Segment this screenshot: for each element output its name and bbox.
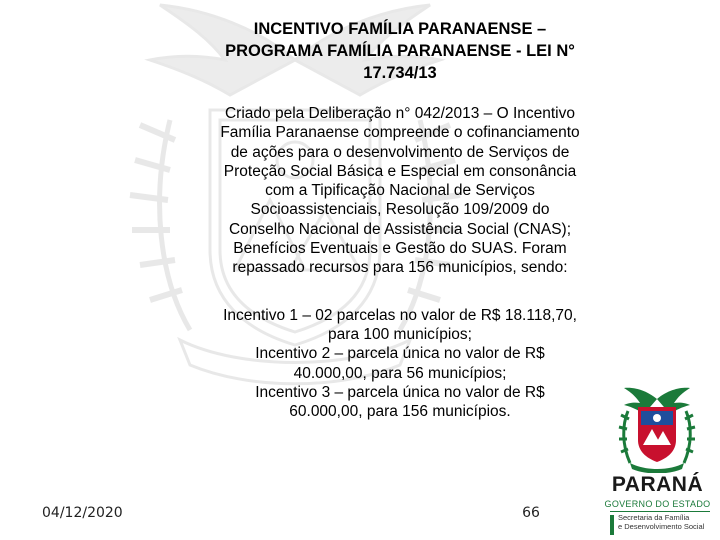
paragraph-line: Criado pela Deliberação n° 042/2013 – O Incentivo	[224, 105, 575, 122]
paragraph-line: Benefícios Eventuais e Gestão do SUAS. Foram	[233, 240, 567, 258]
incentive-line: 60.000,00, para 156 municípios.	[289, 403, 511, 421]
paragraph-line: Conselho Nacional de Assistência Social (CNAS);	[228, 220, 572, 238]
logo-secretariat-line: Secretaria da Família	[618, 513, 690, 522]
logo-divider	[610, 511, 710, 512]
paragraph-line: de ações para o desenvolvimento de Serviços de	[230, 143, 570, 161]
slide-title	[190, 18, 610, 84]
logo-secretariat	[618, 513, 718, 531]
paragraph-line: repassado recursos para 156 municípios, sendo:	[232, 259, 568, 277]
footer-date: 04/12/2020	[42, 505, 123, 521]
paragraph-line: com a Tipificação Nacional de Serviços	[265, 182, 535, 200]
page-number: 66	[522, 505, 540, 521]
logo-secretariat-line: e Desenvolvimento Social	[618, 522, 705, 531]
incentive-line: Incentivo 3 – parcela única no valor de R$	[255, 383, 545, 401]
incentive-line: 40.000,00, para 56 municípios;	[293, 364, 507, 382]
parana-government-logo	[600, 385, 715, 540]
paragraph-line: Proteção Social Básica e Especial em consonância	[223, 162, 577, 180]
logo-government-label: GOVERNO DO ESTADO	[604, 499, 711, 509]
paragraph-line: Socioassistenciais, Resolução 109/2009 do	[250, 201, 550, 219]
incentive-line: Incentivo 1 – 02 parcelas no valor de R$ 18.118,70,	[223, 306, 577, 324]
parana-coat-of-arms-icon	[600, 385, 715, 473]
paragraph-line: Família Paranaense compreende o cofinanciamento	[220, 124, 580, 142]
logo-state-name: PARANÁ	[611, 473, 704, 496]
incentive-line: para 100 municípios;	[328, 325, 472, 343]
title-line: INCENTIVO FAMÍLIA PARANAENSE –	[253, 20, 547, 38]
title-line: 17.734/13	[363, 64, 437, 82]
slide-body	[180, 104, 620, 421]
logo-accent-bar	[610, 515, 614, 535]
title-line: PROGRAMA FAMÍLIA PARANAENSE - LEI N°	[225, 42, 575, 60]
paragraph-gap	[180, 278, 620, 306]
incentive-line: Incentivo 2 – parcela única no valor de R$	[255, 345, 545, 363]
